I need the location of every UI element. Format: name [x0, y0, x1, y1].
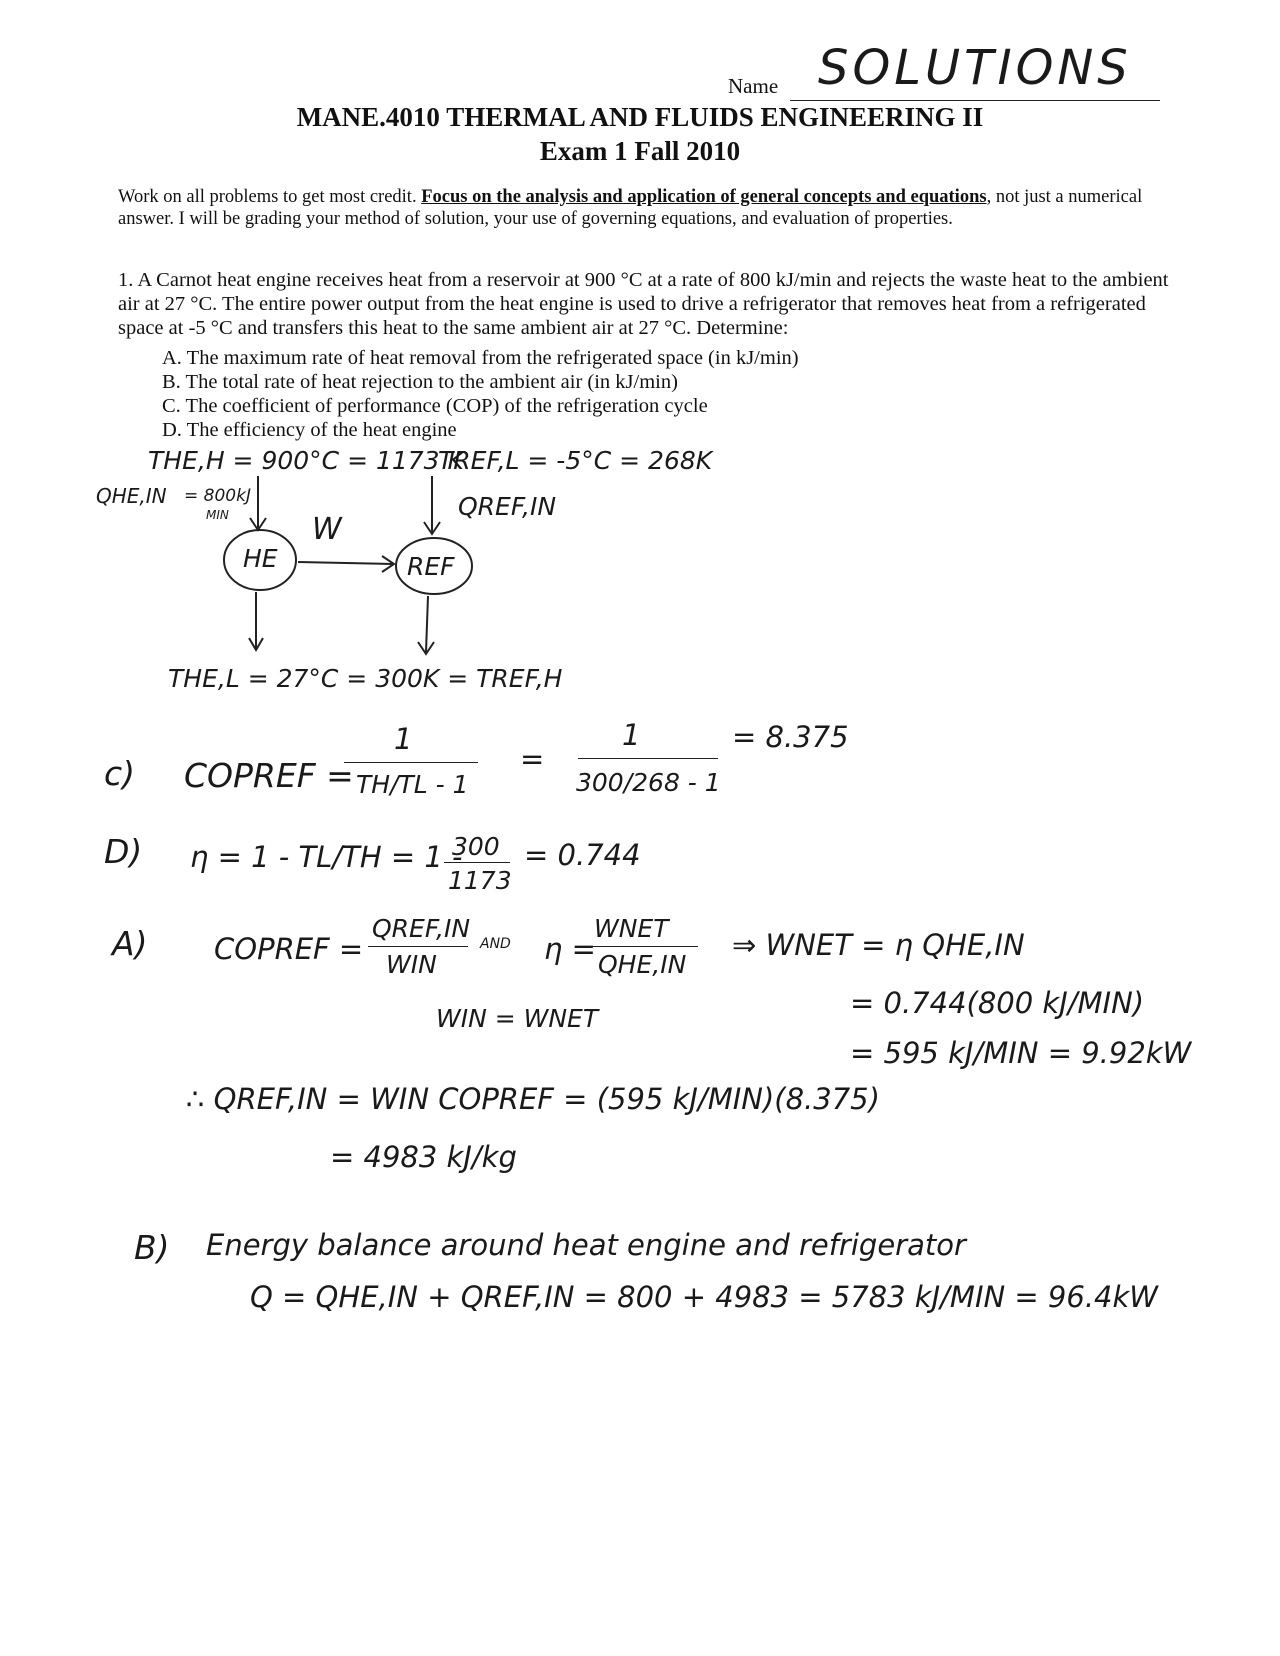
- sol-a-implies: ⇒ WNET = η QHE,IN: [732, 928, 1025, 962]
- sol-d-eq: η = 1 - TL/TH = 1 -: [190, 840, 463, 874]
- sol-b-eq: Q = QHE,IN + QREF,IN = 800 + 4983 = 5783 kJ/MIN = 96.4kW: [250, 1280, 1158, 1314]
- diagram-the-h: THE,H = 900°C = 1173 K: [148, 446, 464, 475]
- instructions-tail: , not just a numerical answer. I will be grading your method of solution, your use of governing equations, and evaluation of properties.: [118, 187, 1143, 229]
- sol-a-result: = 4983 kJ/kg: [330, 1140, 517, 1174]
- diagram-qhe-unit: MIN: [206, 508, 229, 522]
- part-b: B. The total rate of heat rejection to the ambient air (in kJ/min): [162, 371, 678, 393]
- sol-a-calc1: = 0.744(800 kJ/MIN): [850, 986, 1145, 1020]
- sol-d-label: D): [104, 832, 143, 871]
- sol-c-eq: =: [520, 742, 545, 776]
- sol-a-eta: η =: [544, 932, 596, 966]
- sol-a-den1: WIN: [386, 950, 437, 979]
- sol-c-den1: TH/TL - 1: [356, 770, 469, 799]
- he-label: HE: [243, 544, 278, 573]
- name-value: SOLUTIONS: [818, 40, 1132, 96]
- sol-a-fracline2: [590, 946, 698, 947]
- sol-d-fracline: [444, 862, 510, 863]
- course-title: MANE.4010 THERMAL AND FLUIDS ENGINEERING II: [296, 102, 984, 132]
- instructions-lead: Work on all problems to get most credit.: [118, 187, 417, 207]
- sol-c-fracline2: [578, 758, 718, 759]
- sol-b-label: B): [134, 1228, 170, 1267]
- sol-c-num2: 1: [622, 718, 641, 752]
- sol-d-den: 1173: [448, 866, 512, 895]
- sol-a-calc2: = 595 kJ/MIN = 9.92kW: [850, 1036, 1192, 1070]
- part-a: A. The maximum rate of heat removal from the refrigerated space (in kJ/min): [162, 347, 799, 369]
- sol-c-fracline1: [344, 762, 478, 763]
- sol-c-label: c): [104, 754, 136, 793]
- problem-statement: 1. A Carnot heat engine receives heat from a reservoir at 900 °C at a rate of 800 kJ/min and rejects the waste heat to the ambient air at 27 °C. The entire power output from the heat engine is used to drive a refrigerator that removes heat from a refrigerated space at -5 °C and transfers this heat to the same ambient air at 27 °C. Determine:: [118, 269, 1169, 339]
- arrow-work-line: [298, 562, 392, 564]
- ref-label: REF: [407, 552, 455, 581]
- sol-c-num1: 1: [394, 722, 413, 756]
- diagram-qref-in: QREF,IN: [458, 492, 557, 521]
- diagram-work-label: W: [312, 512, 342, 547]
- part-d: D. The efficiency of the heat engine: [162, 419, 457, 441]
- diagram-tref-l: TREF,L = -5°C = 268K: [438, 446, 713, 475]
- sol-a-fracline1: [368, 946, 468, 947]
- sol-a-and: AND: [480, 936, 511, 952]
- part-c: C. The coefficient of performance (COP) of the refrigeration cycle: [162, 395, 708, 417]
- instructions-emphasis: Focus on the analysis and application of general concepts and equations: [421, 187, 987, 207]
- cycle-diagram: [0, 0, 1280, 700]
- diagram-the-l: THE,L = 27°C = 300K = TREF,H: [168, 664, 563, 693]
- arrow-ref-out-line: [426, 596, 428, 652]
- sol-d-num: 300: [452, 832, 500, 861]
- sol-a-num1: QREF,IN: [372, 914, 471, 943]
- sol-d-result: = 0.744: [524, 838, 641, 872]
- sol-b-text: Energy balance around heat engine and refrigerator: [206, 1228, 966, 1262]
- sol-a-den2: QHE,IN: [598, 950, 687, 979]
- sol-c-result: = 8.375: [732, 720, 849, 754]
- sol-a-lhs: COPREF =: [214, 932, 364, 966]
- exam-title: Exam 1 Fall 2010: [539, 136, 741, 166]
- sol-a-label: A): [112, 924, 148, 963]
- sol-c-lhs: COPREF =: [184, 756, 354, 795]
- diagram-qhe-in: QHE,IN: [96, 484, 167, 508]
- sol-a-win: WIN = WNET: [436, 1004, 599, 1033]
- sol-a-therefore: ∴ QREF,IN = WIN COPREF = (595 kJ/MIN)(8.375): [186, 1082, 880, 1116]
- name-label: Name: [728, 74, 779, 98]
- diagram-qhe-value: = 800kJ: [184, 486, 251, 506]
- sol-a-num2: WNET: [594, 914, 669, 943]
- sol-c-den2: 300/268 - 1: [576, 768, 721, 797]
